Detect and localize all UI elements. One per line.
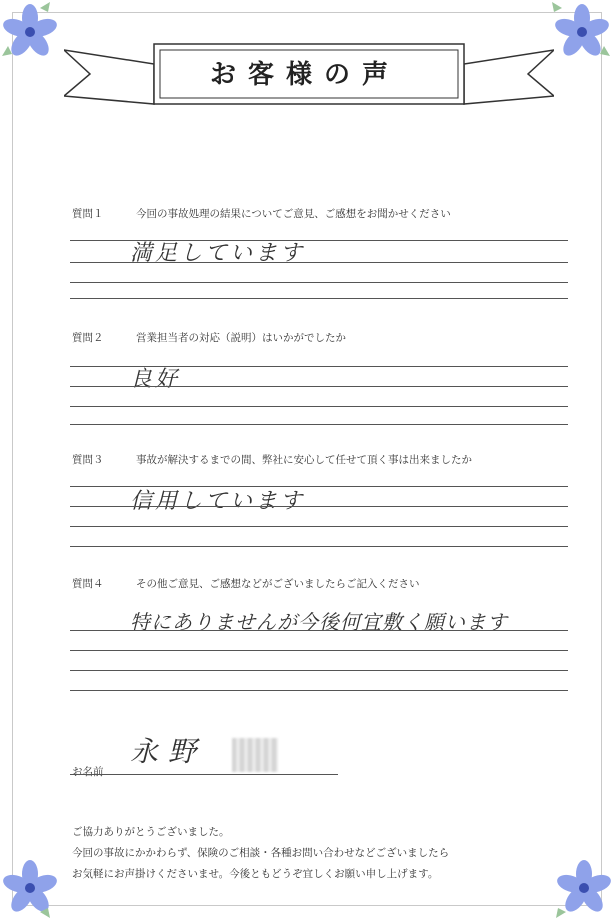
answer-line bbox=[70, 298, 568, 299]
flower-bottom-right-icon bbox=[552, 856, 616, 920]
answer-line bbox=[70, 670, 568, 671]
answer-line bbox=[70, 366, 568, 367]
footer-line-2: 今回の事故にかかわらず、保険のご相談・各種お問い合わせなどございましたら bbox=[72, 847, 450, 859]
answer-2: 良好 bbox=[130, 367, 181, 392]
answer-line bbox=[70, 630, 568, 631]
question-text: その他ご意見、ご感想などがございましたらご記入ください bbox=[136, 578, 420, 590]
name-line bbox=[70, 774, 338, 775]
answer-line bbox=[70, 424, 568, 425]
question-3 bbox=[72, 452, 472, 467]
answer-line bbox=[70, 282, 568, 283]
answer-line bbox=[70, 690, 568, 691]
flower-bottom-left-icon bbox=[0, 856, 64, 920]
redacted-name bbox=[232, 738, 278, 772]
footer-line-3: お気軽にお声掛けくださいませ。今後ともどうぞ宜しくお願い申し上げます。 bbox=[72, 868, 439, 880]
answer-line bbox=[70, 386, 568, 387]
question-number: 質問１ bbox=[72, 208, 104, 220]
answer-line bbox=[70, 526, 568, 527]
answer-3: 信用しています bbox=[130, 489, 306, 514]
answer-1: 満足しています bbox=[130, 241, 306, 266]
answer-line bbox=[70, 406, 568, 407]
question-number: 質問３ bbox=[72, 454, 104, 466]
question-number: 質問４ bbox=[72, 578, 104, 590]
answer-line bbox=[70, 506, 568, 507]
answer-4: 特にありませんが今後何宜敷く願います bbox=[130, 610, 508, 634]
answer-line bbox=[70, 240, 568, 241]
page-title: お客様の声 bbox=[209, 60, 400, 90]
question-text: 今回の事故処理の結果についてご意見、ご感想をお聞かせください bbox=[136, 208, 451, 220]
answer-line bbox=[70, 546, 568, 547]
flower-top-right-icon bbox=[548, 0, 612, 64]
flower-top-left-icon bbox=[0, 0, 64, 64]
footer-line-1: ご協力ありがとうございました。 bbox=[72, 826, 230, 838]
answer-line bbox=[70, 262, 568, 263]
name-label: お名前 bbox=[72, 766, 104, 778]
question-text: 事故が解決するまでの間、弊社に安心して任せて頂く事は出来ましたか bbox=[136, 454, 472, 466]
answer-line bbox=[70, 486, 568, 487]
answer-line bbox=[70, 650, 568, 651]
footer-message bbox=[72, 822, 552, 885]
question-number: 質問２ bbox=[72, 332, 104, 344]
question-2 bbox=[72, 330, 346, 345]
question-text: 営業担当者の対応（説明）はいかがでしたか bbox=[136, 332, 346, 344]
question-1 bbox=[72, 206, 451, 221]
name-value: 永野 bbox=[130, 735, 207, 768]
question-4 bbox=[72, 576, 420, 591]
